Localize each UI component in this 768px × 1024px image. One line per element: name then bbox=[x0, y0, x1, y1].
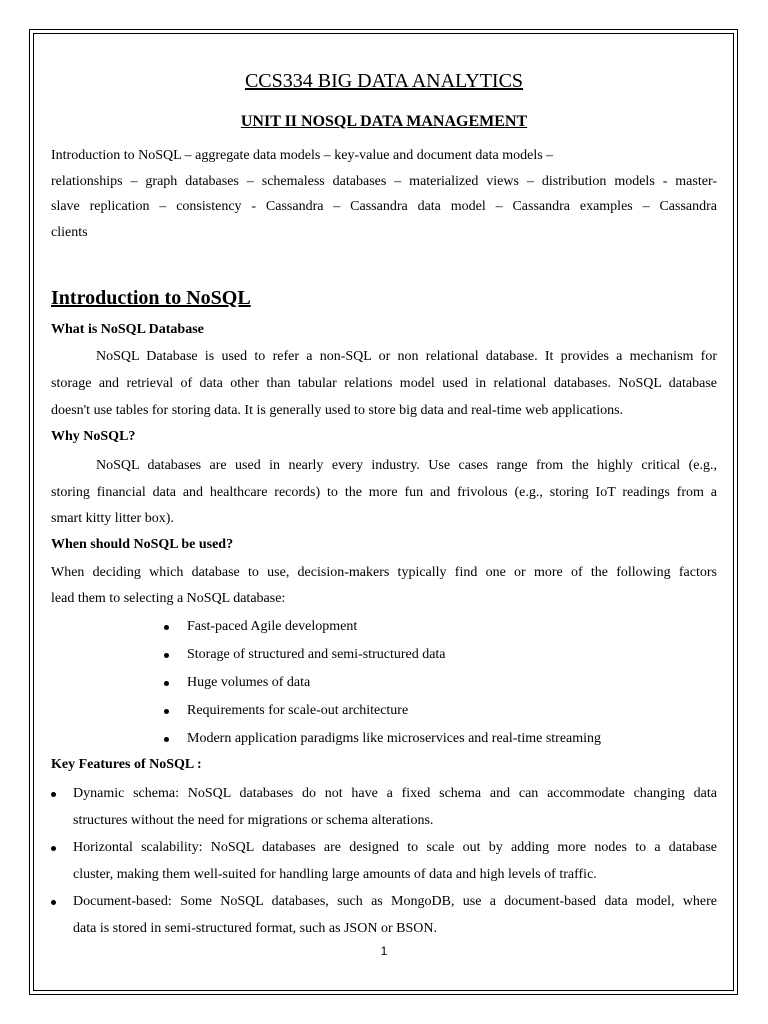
syllabus-line: Introduction to NoSQL – aggregate data models – key-value and document data models – bbox=[51, 148, 554, 163]
bullet-icon bbox=[164, 737, 169, 742]
document-title: CCS334 BIG DATA ANALYTICS bbox=[244, 70, 524, 92]
bullet-icon bbox=[51, 846, 56, 851]
paragraph-line: NoSQL Database is used to refer a non-SQL or non relational database. It provides a mechanism for bbox=[96, 349, 717, 364]
paragraph-line: When deciding which database to use, decision-makers typically find one or more of the following factors bbox=[51, 565, 717, 580]
paragraph-line: lead them to selecting a NoSQL database: bbox=[51, 591, 286, 606]
syllabus-line: clients bbox=[51, 225, 88, 240]
list-item: Modern application paradigms like microservices and real-time streaming bbox=[187, 731, 602, 746]
list-item: Huge volumes of data bbox=[187, 675, 311, 690]
paragraph-line: NoSQL databases are used in nearly every industry. Use cases range from the highly critical (e.g., bbox=[96, 458, 717, 473]
list-item: Document-based: Some NoSQL databases, such as MongoDB, use a document-based data model, where bbox=[73, 894, 717, 909]
list-item: Horizontal scalability: NoSQL databases are designed to scale out by adding more nodes to a database bbox=[73, 840, 717, 855]
syllabus-line: slave replication – consistency - Cassandra – Cassandra data model – Cassandra examples – Cassandra bbox=[51, 199, 717, 214]
subheading-what: What is NoSQL Database bbox=[51, 322, 204, 337]
subheading-when: When should NoSQL be used? bbox=[51, 537, 234, 552]
list-item: Fast-paced Agile development bbox=[187, 619, 358, 634]
list-item: cluster, making them well-suited for handling large amounts of data and high levels of traffic. bbox=[73, 867, 597, 882]
paragraph-line: smart kitty litter box). bbox=[51, 511, 174, 526]
section-heading-intro: Introduction to NoSQL bbox=[51, 287, 251, 309]
bullet-icon bbox=[164, 653, 169, 658]
paragraph-line: storage and retrieval of data other than tabular relations model used in relational databases. NoSQL database bbox=[51, 376, 717, 391]
list-item: data is stored in semi-structured format, such as JSON or BSON. bbox=[73, 921, 437, 936]
bullet-icon bbox=[164, 681, 169, 686]
page-number: 1 bbox=[380, 944, 388, 958]
bullet-icon bbox=[51, 792, 56, 797]
subheading-features: Key Features of NoSQL : bbox=[51, 757, 202, 772]
list-item: structures without the need for migrations or schema alterations. bbox=[73, 813, 434, 828]
paragraph-line: doesn't use tables for storing data. It is generally used to store big data and real-time web applications. bbox=[51, 403, 624, 418]
bullet-icon bbox=[164, 709, 169, 714]
syllabus-line: relationships – graph databases – schemaless databases – materialized views – distribution models - master- bbox=[51, 174, 717, 189]
unit-title: UNIT II NOSQL DATA MANAGEMENT bbox=[240, 113, 528, 130]
bullet-icon bbox=[51, 900, 56, 905]
list-item: Requirements for scale-out architecture bbox=[187, 703, 409, 718]
paragraph-line: storing financial data and healthcare records) to the more fun and frivolous (e.g., storing IoT readings from a bbox=[51, 485, 717, 500]
bullet-icon bbox=[164, 625, 169, 630]
list-item: Dynamic schema: NoSQL databases do not have a fixed schema and can accommodate changing data bbox=[73, 786, 717, 801]
list-item: Storage of structured and semi-structured data bbox=[187, 647, 446, 662]
subheading-why: Why NoSQL? bbox=[51, 429, 136, 444]
